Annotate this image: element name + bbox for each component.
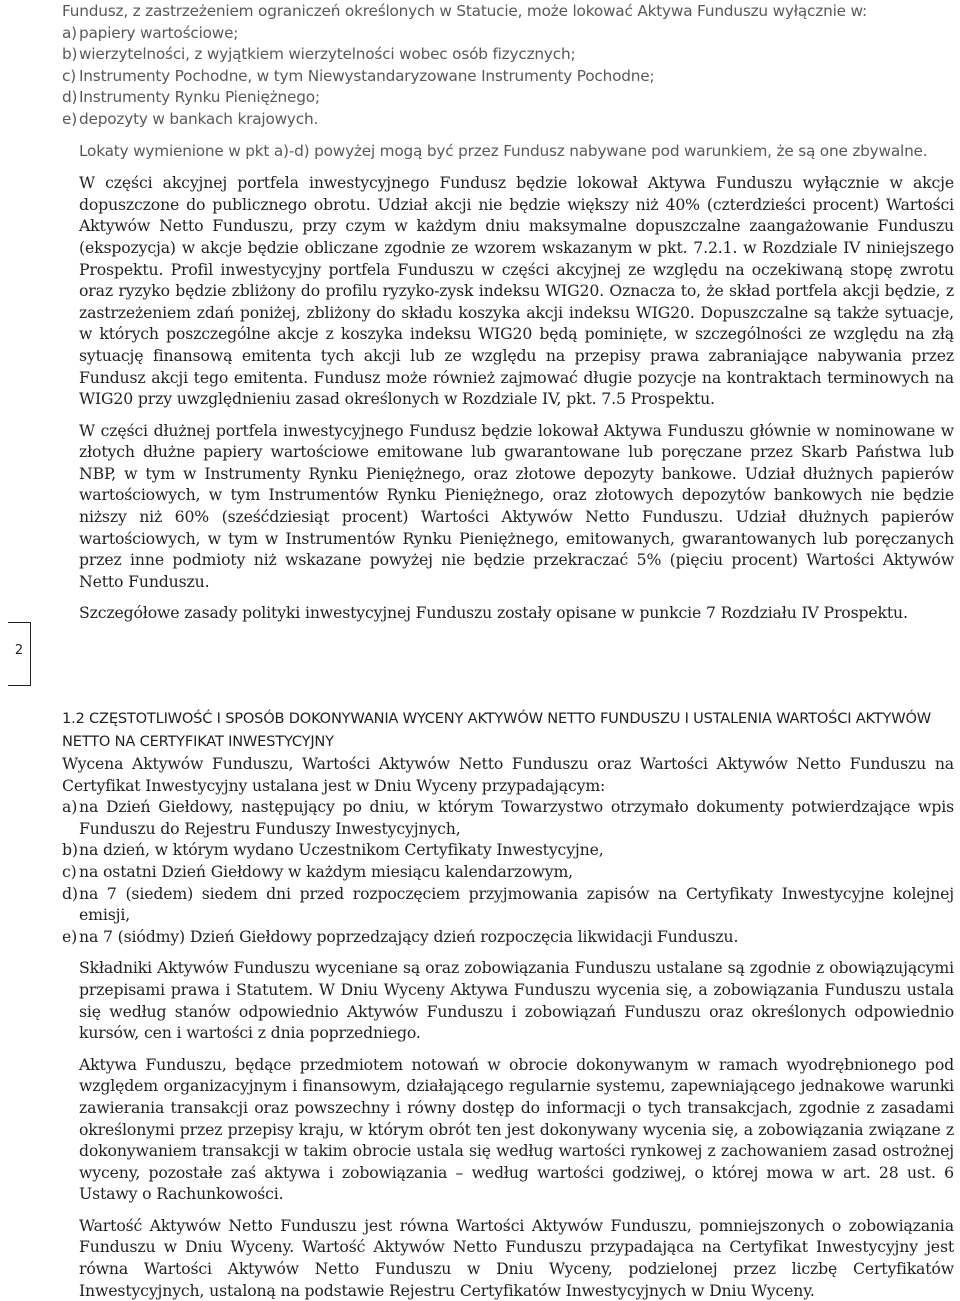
list-item [62,883,954,926]
paragraph: Składniki Aktywów Funduszu wyceniane są oraz zobowiązania Funduszu ustalane są zgodnie z obowiązującymi przepisami prawa i Statutem. W Dniu Wyceny Aktywa Funduszu wycenia się, a zobowiązania Funduszu ustala się według stanów odpowiednio Aktywów Funduszu i zobowiązań Funduszu oraz określonych odpowiednio kursów, cen i wartości z dnia poprzedniego. [79,958,954,1043]
list-marker: b) [62,45,78,64]
list-item-text: Instrumenty Pochodne, w tym Niewystandaryzowane Instrumenty Pochodne; [79,66,655,85]
list-item-text: depozyty w bankach krajowych. [79,109,319,128]
list-item-text: wierzytelności, z wyjątkiem wierzytelności wobec osób fizycznych; [79,45,576,64]
list-item [62,861,954,883]
list-item [62,23,954,45]
list-item-text: papiery wartościowe; [79,23,239,42]
list-item-text: na dzień, w którym wydano Uczestnikom Certyfikaty Inwestycyjne, [79,840,604,860]
list-marker: a) [62,23,77,42]
investment-intro: Fundusz, z zastrzeżeniem ograniczeń określonych w Statucie, może lokować Aktywa Funduszu wyłącznie w: [62,2,867,20]
paragraph: Lokaty wymienione w pkt a)-d) powyżej mogą być przez Fundusz nabywane pod warunkiem, że są one zbywalne. [79,141,928,160]
list-marker: e) [62,109,77,128]
list-marker: e) [62,926,78,946]
section-heading: 1.2 CZĘSTOTLIWOŚĆ I SPOSÓB DOKONYWANIA WYCENY AKTYWÓW NETTO FUNDUSZU I USTALENIA WARTOŚCI AKTYWÓW NETTO NA CERTYFIKAT INWESTYCYJNY [62,710,931,750]
list-item-text: na 7 (siódmy) Dzień Giełdowy poprzedzający dzień rozpoczęcia likwidacji Funduszu. [79,926,739,946]
asset-type-list [62,23,954,131]
list-item [62,926,954,948]
valuation-section [62,753,954,1301]
valuation-date-list [62,796,954,947]
list-item-text: na ostatni Dzień Giełdowy w każdym miesiącu kalendarzowym, [79,861,574,881]
paragraph: Aktywa Funduszu, będące przedmiotem notowań w obrocie dokonywanym w ramach wyodrębnionego pod względem organizacyjnym i finansowym, działającego regularnie systemu, zapewniającego jednakowe warunki zawierania transakcji oraz powszechny i równy dostęp do informacji o tych transakcjach, zgodnie z zasadami określonymi przez przepisy kraju, w którym obrót ten jest dokonywany wycenia się, a zobowiązania związane z dokonywaniem transakcji w takim obrocie ustala się według wartości rynkowej z zachowaniem zasad ostrożnej wyceny, pozostałe zaś aktywa i zobowiązania – według wartości godziwej, o której mowa w art. 28 ust. 6 Ustawy o Rachunkowości. [79,1054,954,1204]
investment-paragraphs [79,141,954,624]
list-item [62,44,954,66]
list-item [62,796,954,839]
paragraph: Wartość Aktywów Netto Funduszu jest równa Wartości Aktywów Funduszu, pomniejszonych o zobowiązania Funduszu w Dniu Wyceny. Wartość Aktywów Netto Funduszu przypadająca na Certyfikat Inwestycyjny jest równa Wartości Aktywów Netto Funduszu w Dniu Wyceny, podzielonej przez liczbę Certyfikatów Inwestycyjnych, ustaloną na podstawie Rejestru Certyfikatów Inwestycyjnych w Dniu Wyceny. [79,1215,954,1300]
paragraph: Szczegółowe zasady polityki inwestycyjnej Funduszu zostały opisane w punkcie 7 Rozdziału IV Prospektu. [79,603,908,623]
list-marker: d) [62,883,78,903]
page-number: 2 [14,643,24,658]
list-marker: c) [62,861,77,881]
paragraph: W części akcyjnej portfela inwestycyjnego Fundusz będzie lokował Aktywa Funduszu wyłącznie w akcje dopuszczone do publicznego obrotu. Udział akcji nie będzie większy niż 40% (czterdzieści procent) Wartości Aktywów Netto Funduszu, przy czym w każdym dniu maksymalne dopuszczalne zaangażowanie Funduszu (ekspozycja) w akcje będzie obliczane zgodnie ze wzorem wskazanym w pkt. 7.2.1. w Rozdziale IV niniejszego Prospektu. Profil inwestycyjny portfela Funduszu w części akcyjnej ze względu na oczekiwaną stopę zwrotu oraz ryzyko będzie zbliżony do profilu ryzyko-zysk indeksu WIG20. Oznacza to, że skład portfela akcji będzie, z zastrzeżeniem zdań poniżej, zbliżony do składu koszyka akcji indeksu WIG20. Dopuszczalne są także sytuacje, w których poszczególne akcje z koszyka indeksu WIG20 będą pominięte, w szczególności ze względu na złą sytuację finansową emitenta tych akcji lub ze względu na przepisy prawa zabraniające nabywania przez Fundusz akcji tego emitenta. Fundusz może również zajmować długie pozycje na kontraktach terminowych na WIG20 przy uwzględnieniu zasad określonych w Rozdziale IV, pkt. 7.5 Prospektu. [79,173,954,409]
paragraph: W części dłużnej portfela inwestycyjnego Fundusz będzie lokował Aktywa Funduszu głównie w nominowane w złotych dłużne papiery wartościowe emitowane lub gwarantowane lub poręczane przez Skarb Państwa lub NBP, w tym w Instrumenty Rynku Pieniężnego, oraz złotowe depozyty bankowe. Udział dłużnych papierów wartościowych, w tym Instrumentów Rynku Pieniężnego, oraz złotowych depozytów bankowych nie będzie niższy niż 60% (sześćdziesiąt procent) Wartości Aktywów Netto Funduszu. Udział dłużnych papierów wartościowych, w tym w Instrumentów Rynku Pieniężnego, emitowanych, gwarantowanych lub poręczanych przez inne podmioty niż wskazane powyżej nie będzie przekraczać 5% (pięciu procent) Wartości Aktywów Netto Funduszu. [79,420,954,591]
list-marker: c) [62,66,76,85]
valuation-paragraphs [79,957,954,1301]
list-item-text: na 7 (siedem) siedem dni przed rozpoczęciem przyjmowania zapisów na Certyfikaty Inwestycyjne kolejnej emisji, [79,883,954,925]
list-marker: b) [62,840,78,860]
list-marker: a) [62,797,78,817]
paragraph: Wycena Aktywów Funduszu, Wartości Aktywów Netto Funduszu oraz Wartości Aktywów Netto Funduszu na Certyfikat Inwestycyjny ustalana jest w Dniu Wyceny przypadającym: [62,754,954,795]
list-item [62,87,954,109]
list-item-text: Instrumenty Rynku Pieniężnego; [79,88,320,107]
list-marker: d) [62,88,78,107]
list-item [62,839,954,861]
investment-policy-section [62,0,954,624]
list-item [62,66,954,88]
list-item-text: na Dzień Giełdowy, następujący po dniu, w którym Towarzystwo otrzymało dokumenty potwierdzające wpis Funduszu do Rejestru Funduszy Inwestycyjnych, [79,797,954,838]
list-item [62,109,954,131]
